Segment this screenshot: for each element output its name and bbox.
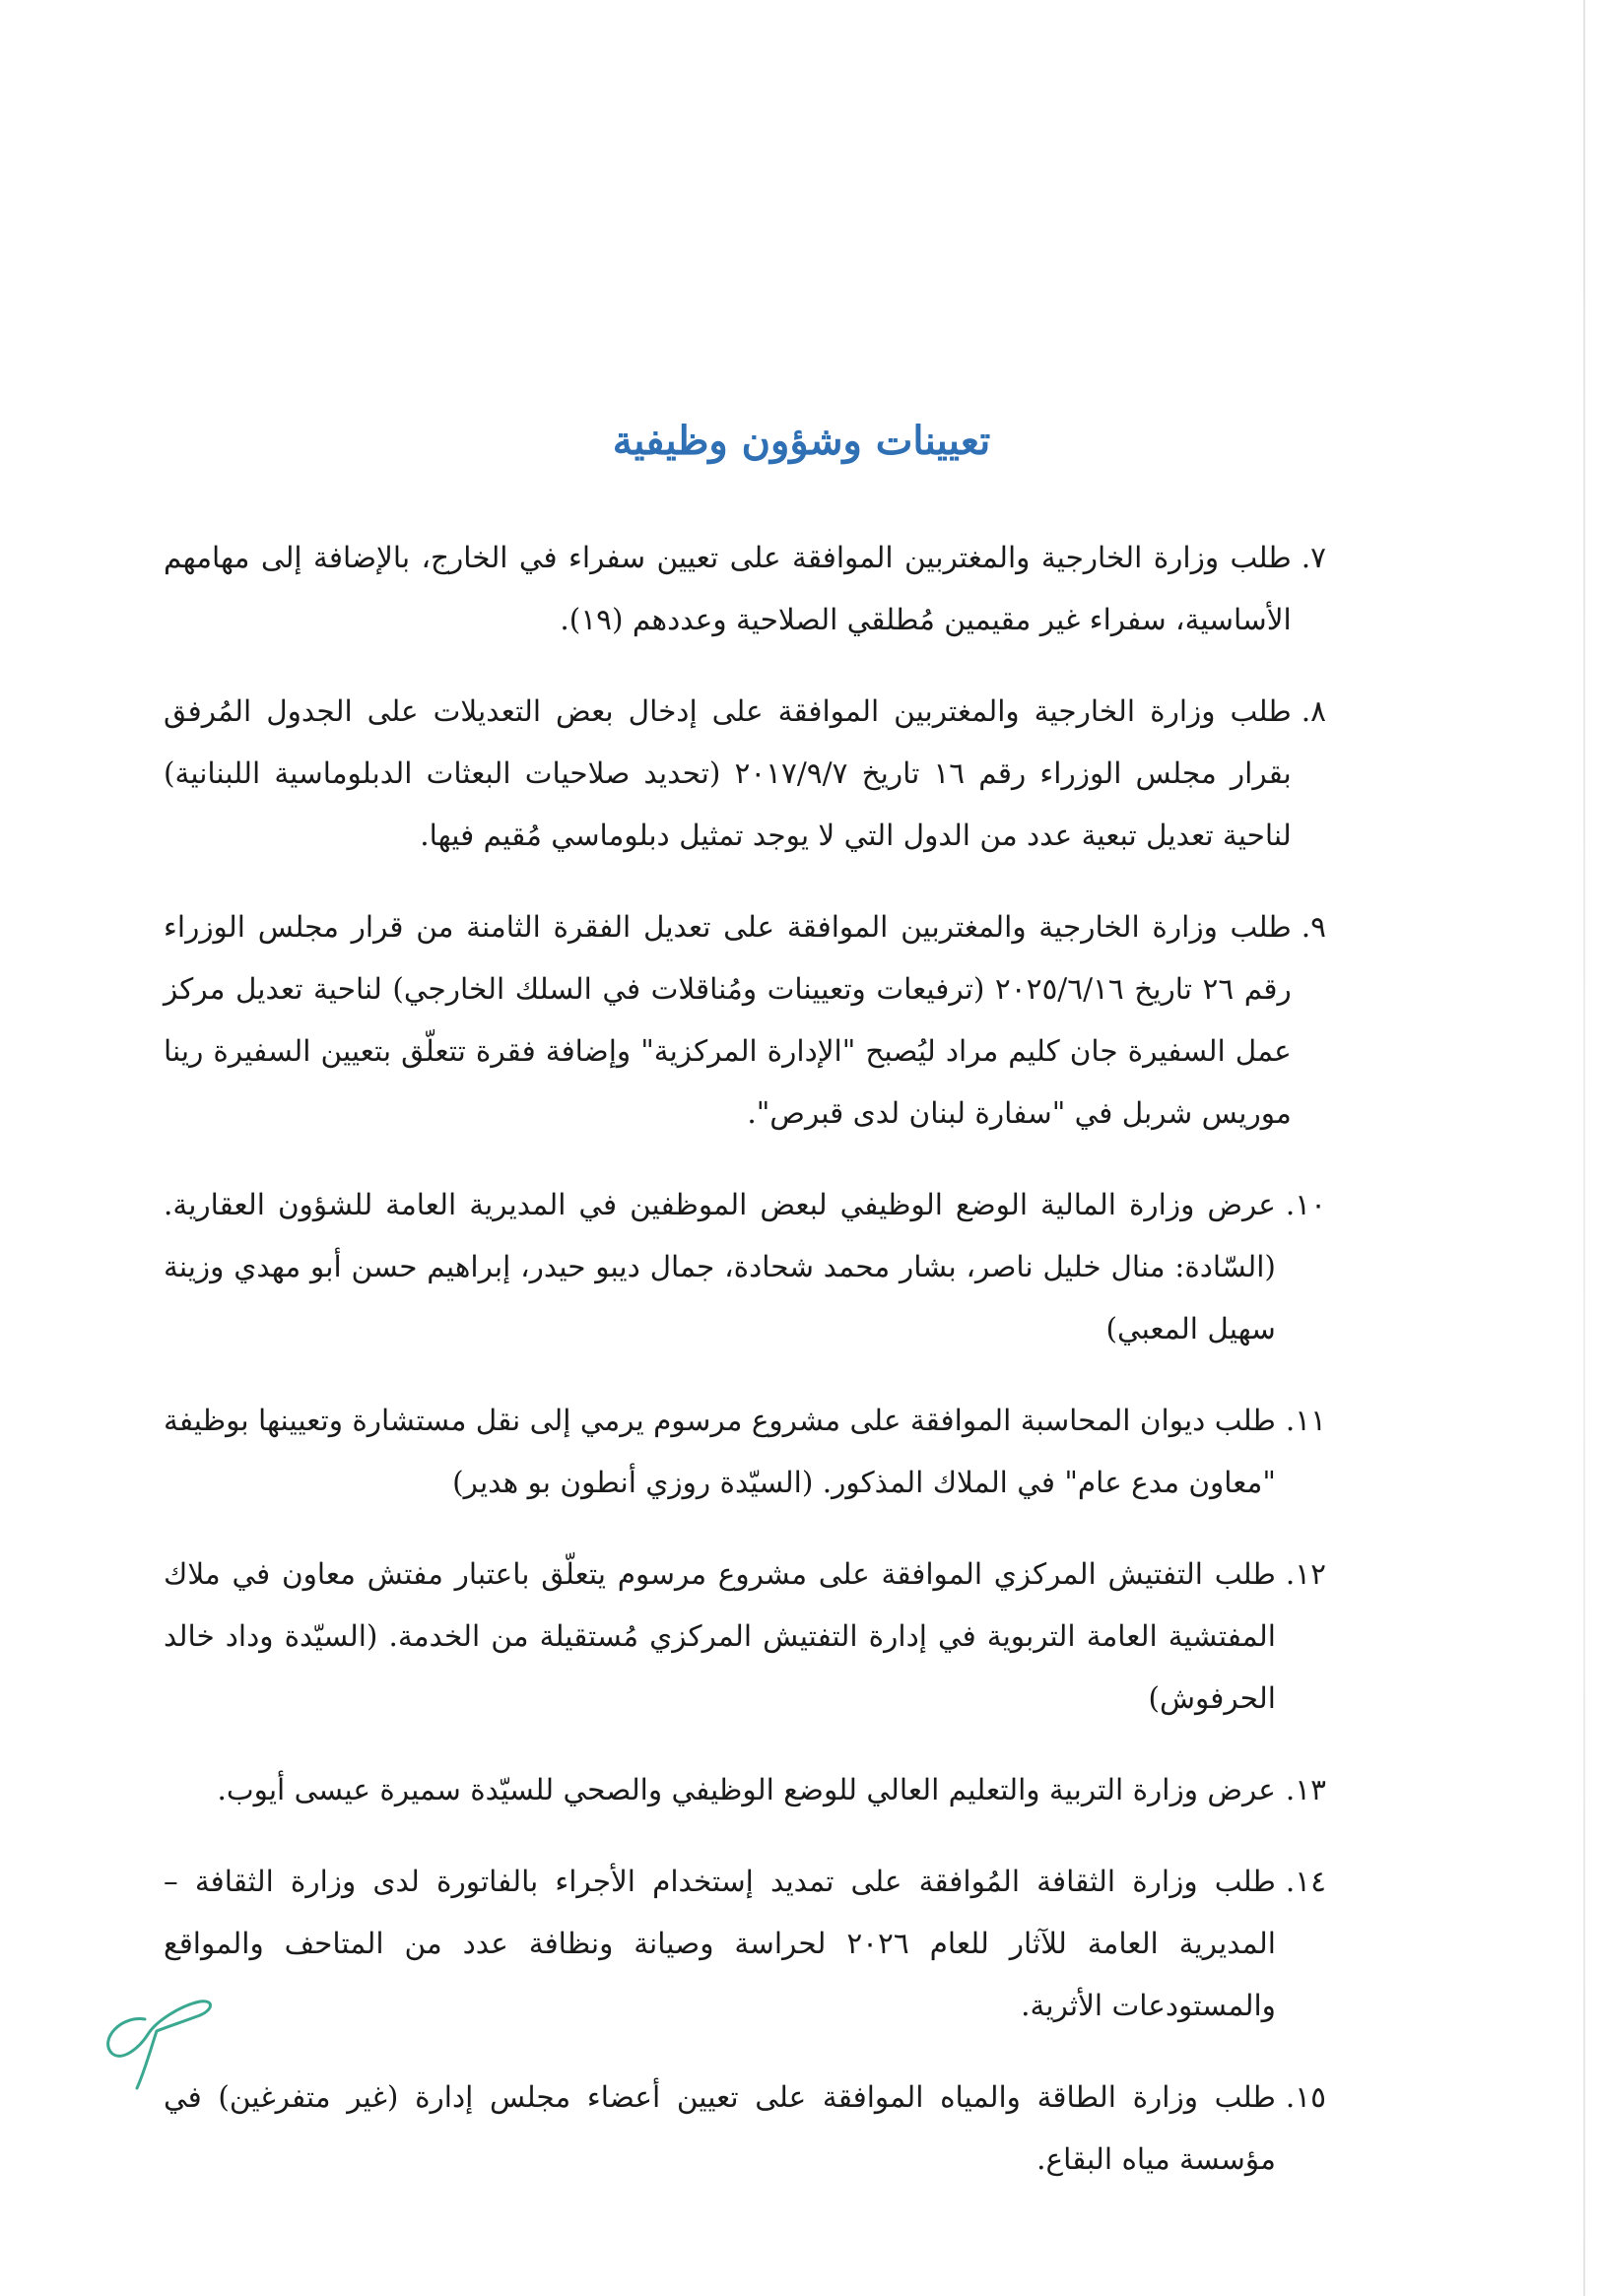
item-number: ٧. [1301, 541, 1326, 574]
item-number: ٨. [1301, 694, 1326, 728]
item-text: طلب وزارة الخارجية والمغتربين الموافقة على إدخال بعض التعديلات على الجدول المُرفق بقرار مجلس الوزراء رقم ١٦ تاريخ ٢٠١٧/٩/٧ (تحديد صلاحيات البعثات الدبلوماسية اللبنانية) لناحية تعديل تبعية عدد من الدول التي لا يوجد تمثيل دبلوماسي مُقيم فيها. [164, 694, 1292, 852]
agenda-item-9 [164, 896, 1326, 1145]
agenda-item-11 [164, 1390, 1326, 1514]
item-number: ١٢. [1285, 1557, 1326, 1591]
agenda-item-10 [164, 1174, 1326, 1360]
page-edge [1583, 0, 1585, 2296]
agenda-list [164, 527, 1326, 2191]
item-text: طلب وزارة الخارجية والمغتربين الموافقة على تعيين سفراء في الخارج، بالإضافة إلى مهامهم الأساسية، سفراء غير مقيمين مُطلقي الصلاحية وعددهم (١٩). [164, 541, 1292, 636]
agenda-item-12 [164, 1543, 1326, 1730]
item-text: طلب وزارة الطاقة والمياه الموافقة على تعيين أعضاء مجلس إدارة (غير متفرغين) في مؤسسة مياه البقاع. [164, 2080, 1276, 2176]
agenda-item-14 [164, 1851, 1326, 2037]
page-title: تعيينات وشؤون وظيفية [612, 418, 991, 464]
agenda-item-13 [164, 1759, 1326, 1821]
item-text: طلب ديوان المحاسبة الموافقة على مشروع مرسوم يرمي إلى نقل مستشارة وتعيينها بوظيفة "معاون مدع عام" في الملاك المذكور. (السيّدة روزي أنطون بو هدير) [164, 1404, 1276, 1499]
item-text: عرض وزارة التربية والتعليم العالي للوضع الوظيفي والصحي للسيّدة سميرة عيسى أيوب. [217, 1773, 1276, 1806]
item-text: طلب وزارة الخارجية والمغتربين الموافقة على تعديل الفقرة الثامنة من قرار مجلس الوزراء رقم ٢٦ تاريخ ٢٠٢٥/٦/١٦ (ترفيعات وتعيينات ومُناقلات في السلك الخارجي) لناحية تعديل مركز عمل السفيرة جان كليم مراد ليُصبح "الإدارة المركزية" وإضافة فقرة تتعلّق بتعيين السفيرة رينا موريس شربل في "سفارة لبنان لدى قبرص". [164, 910, 1292, 1130]
agenda-item-7 [164, 527, 1326, 651]
item-text: طلب التفتيش المركزي الموافقة على مشروع مرسوم يتعلّق باعتبار مفتش معاون في ملاك المفتشية العامة التربوية في إدارة التفتيش المركزي مُستقيلة من الخدمة. (السيّدة وداد خالد الحرفوش) [164, 1557, 1276, 1715]
item-number: ١٣. [1285, 1773, 1326, 1806]
signature-mark [94, 1980, 232, 2098]
item-text: طلب وزارة الثقافة المُوافقة على تمديد إستخدام الأجراء بالفاتورة لدى وزارة الثقافة – المديرية العامة للآثار للعام ٢٠٢٦ لحراسة وصيانة ونظافة عدد من المتاحف والمواقع والمستودعات الأثرية. [164, 1865, 1276, 2022]
item-number: ٩. [1301, 910, 1326, 944]
agenda-item-15 [164, 2066, 1326, 2191]
item-number: ١٠. [1285, 1188, 1326, 1221]
item-number: ١١. [1285, 1404, 1326, 1437]
item-number: ١٤. [1285, 1865, 1326, 1898]
agenda-item-8 [164, 681, 1326, 867]
item-number: ١٥. [1285, 2080, 1326, 2114]
item-text: عرض وزارة المالية الوضع الوظيفي لبعض الموظفين في المديرية العامة للشؤون العقارية. (السّادة: منال خليل ناصر، بشار محمد شحادة، جمال ديبو حيدر، إبراهيم حسن أبو مهدي وزينة سهيل المعبي) [164, 1188, 1276, 1345]
